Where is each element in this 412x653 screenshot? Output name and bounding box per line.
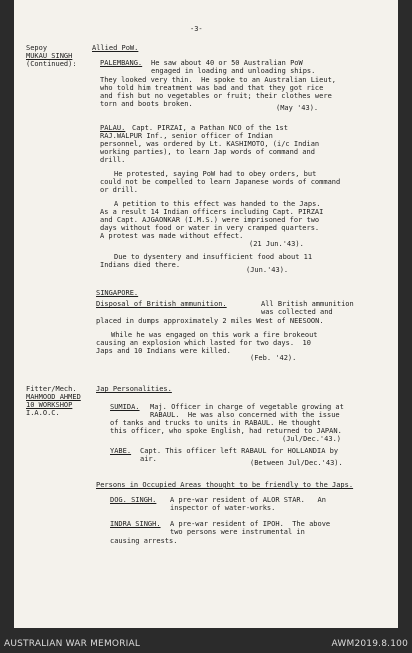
left-header-rank: Sepoy <box>26 44 48 52</box>
date: (Jul/Dec.'43.) <box>282 435 342 443</box>
text-line: drill. <box>100 156 126 164</box>
left-header-name: MUKAU SINGH <box>26 52 73 60</box>
text-line: A petition to this effect was handed to the Japs. <box>114 200 321 208</box>
text-line: or drill. <box>100 186 138 194</box>
text-line: engaged in loading and unloading ships. <box>151 67 316 75</box>
text-line: causing an explosion which lasted for two days. 10 <box>96 339 311 347</box>
text-line: A pre-war resident of IPOH. The above <box>170 520 331 528</box>
subheading-ammunition: Disposal of British ammunition. <box>96 300 227 308</box>
left-fitter-name: MAHMOOD AHMED <box>26 393 81 401</box>
text-line: of tanks and trucks to units in RABAUL. He thought <box>110 419 321 427</box>
left-header-continued: (Continued): <box>26 60 77 68</box>
text-line: could not be compelled to learn Japanese words of command <box>100 178 341 186</box>
text-line: Capt. PIRZAI, a Pathan NCO of the 1st <box>132 124 288 132</box>
heading-allied-pow: Allied PoW. <box>92 44 139 52</box>
text-line: Due to dysentery and insufficient food about 11 <box>114 253 313 261</box>
text-line: A protest was made without effect. <box>100 232 244 240</box>
name-sumida: SUMIDA. <box>110 403 140 411</box>
text-line: and fish but no vegetables or fruit; their clothes were <box>100 92 332 100</box>
name-indra-singh: INDRA SINGH. <box>110 520 161 528</box>
heading-friendly-persons: Persons in Occupied Areas thought to be friendly to the Japs. <box>96 481 354 489</box>
text-line: RAJ.WALPUR Inf., senior officer of Indian <box>100 132 273 140</box>
text-line: this officer, who spoke English, had returned to JAPAN. <box>110 427 342 435</box>
left-fitter-corps: I.A.O.C. <box>26 409 60 417</box>
footer-record-id: AWM2019.8.100 <box>331 639 408 649</box>
text-line: He saw about 40 or 50 Australian PoW <box>151 59 303 67</box>
date: (Between Jul/Dec.'43). <box>250 459 343 467</box>
text-line: was collected and <box>261 308 333 316</box>
text-line: Maj. Officer in charge of vegetable growing at <box>150 403 344 411</box>
text-line: inspector of water-works. <box>170 504 276 512</box>
text-line: He protested, saying PoW had to obey orders, but <box>114 170 317 178</box>
date: (Jun.'43). <box>246 266 289 274</box>
text-line: While he was engaged on this work a fire brokeout <box>111 331 318 339</box>
text-line: and Capt. AJGAONKAR (I.M.S.) were imprisoned for two <box>100 216 320 224</box>
text-line: All British ammunition <box>261 300 354 308</box>
archive-footer <box>0 636 412 653</box>
text-line: air. <box>140 455 157 463</box>
text-line: Capt. This officer left RABAUL for HOLLANDIA by <box>140 447 339 455</box>
name-dog-singh: DOG. SINGH. <box>110 496 157 504</box>
text-line: two persons were instrumental in <box>170 528 305 536</box>
text-line: working parties), to learn Jap words of command and <box>100 148 315 156</box>
text-line: torn and boots broken. <box>100 100 193 108</box>
footer-institution: AUSTRALIAN WAR MEMORIAL <box>4 639 141 649</box>
date: (21 Jun.'43). <box>249 240 304 248</box>
text-line: As a result 14 Indian officers including Capt. PIRZAI <box>100 208 324 216</box>
text-line: A pre-war resident of ALOR STAR. An <box>170 496 326 504</box>
name-yabe: YABE. <box>110 447 132 455</box>
date: (May '43). <box>276 104 319 112</box>
left-fitter-unit: 10 WORKSHOP <box>26 401 73 409</box>
document-page <box>14 0 398 628</box>
text-line: They looked very thin. He spoke to an Australian Lieut, <box>100 76 337 84</box>
place-palembang: PALEMBANG. <box>100 59 143 67</box>
heading-singapore: SINGAPORE. <box>96 289 139 297</box>
text-line: Indians died there. <box>100 261 181 269</box>
text-line: Japs and 10 Indians were killed. <box>96 347 231 355</box>
text-line: placed in dumps approximately 2 miles West of NEESOON. <box>96 317 324 325</box>
left-fitter-rank: Fitter/Mech. <box>26 385 77 393</box>
date: (Feb. '42). <box>250 354 297 362</box>
text-line: personnel, was ordered by Lt. KASHIMOTO, (i/c Indian <box>100 140 320 148</box>
text-line: days without food or water in very cramped quarters. <box>100 224 320 232</box>
text-line: RABAUL. He was also concerned with the issue <box>150 411 340 419</box>
heading-jap-personalities: Jap Personalities. <box>96 385 172 393</box>
page-number: -3- <box>190 25 203 33</box>
text-line: who told him treatment was bad and that they got rice <box>100 84 324 92</box>
text-line: causing arrests. <box>110 537 178 545</box>
place-palau: PALAU. <box>100 124 126 132</box>
